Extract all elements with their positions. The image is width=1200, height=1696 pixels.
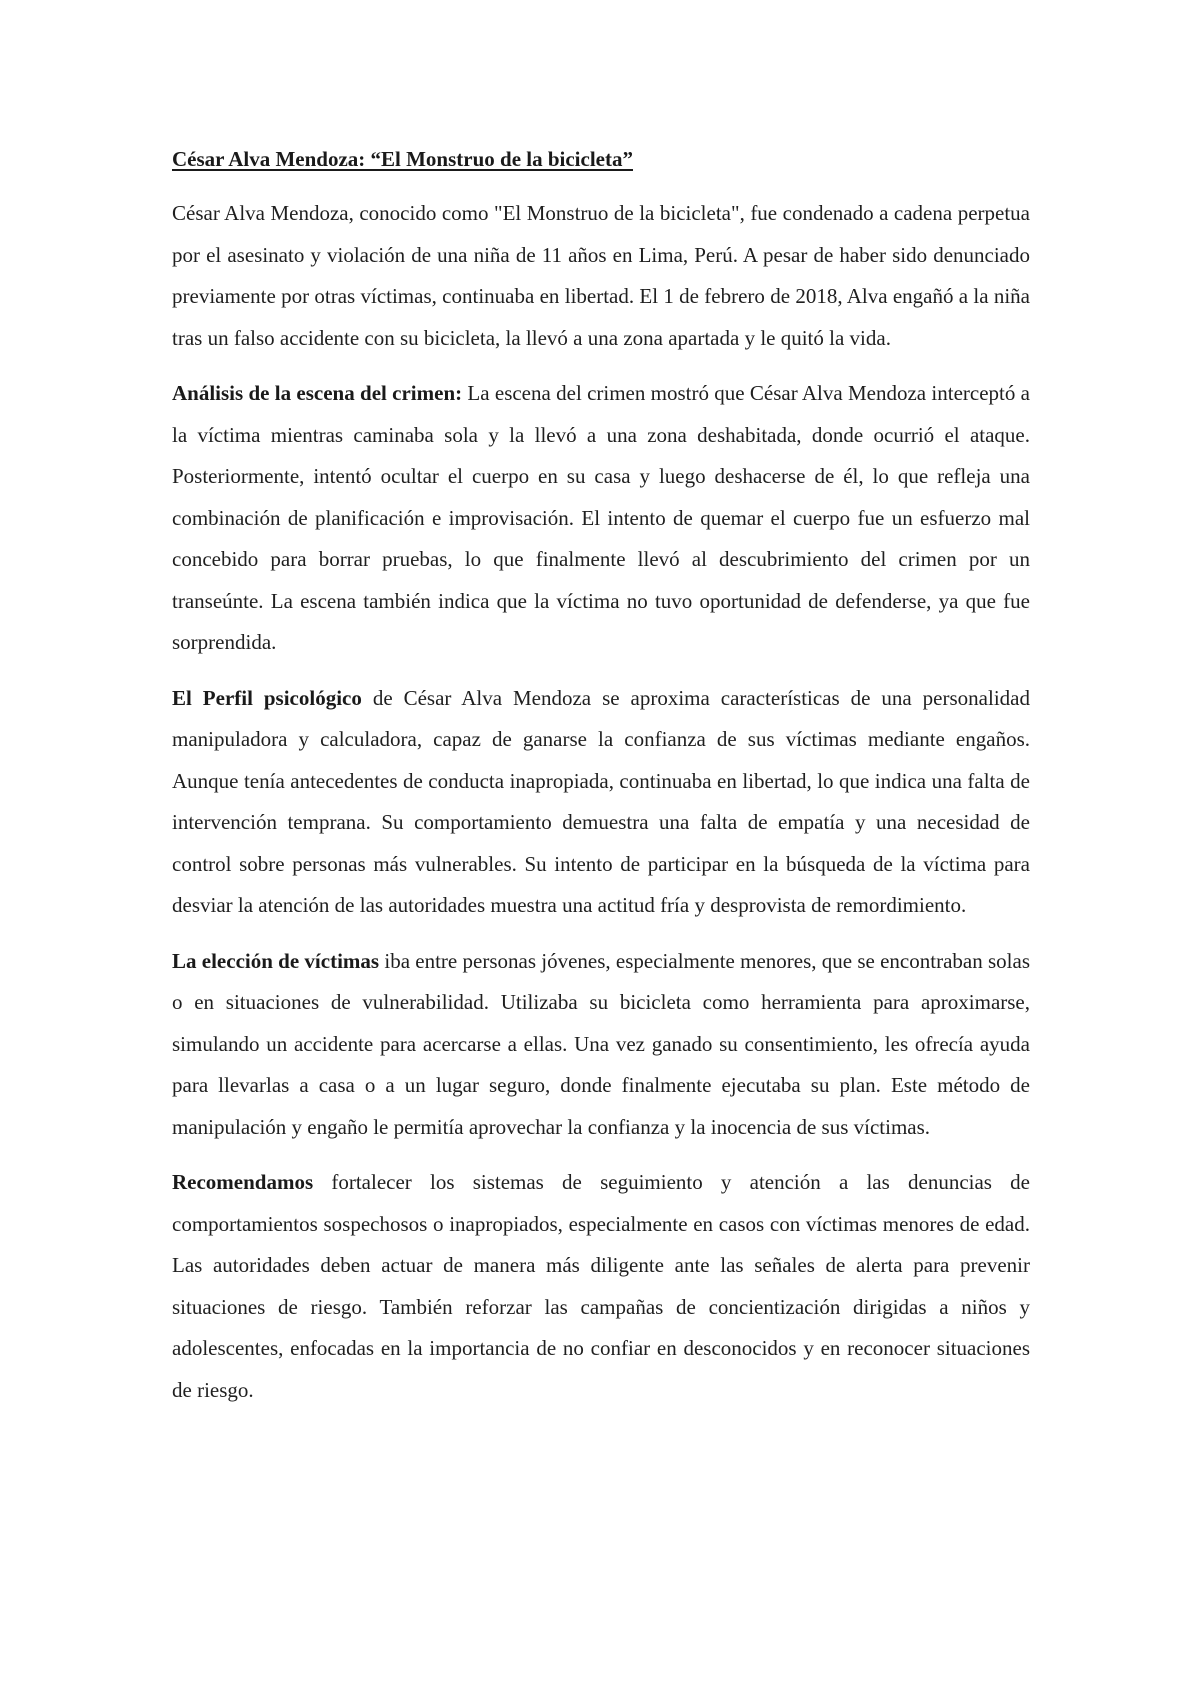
paragraph-victim-selection [172, 941, 1030, 1149]
paragraph-lead: Recomendamos [172, 1170, 314, 1194]
paragraph-intro [172, 193, 1030, 359]
paragraph-recommendations [172, 1162, 1030, 1411]
paragraph-text: La escena del crimen mostró que César Alva Mendoza interceptó a la víctima mientras caminaba sola y la llevó a una zona deshabitada, donde ocurrió el ataque. Posteriormente, intentó ocultar el cuerpo en su casa y luego deshacerse de él, lo que refleja una combinación de planificación e improvisación. El intento de quemar el cuerpo fue un esfuerzo mal concebido para borrar pruebas, lo que finalmente llevó al descubrimiento del crimen por un transeúnte. La escena también indica que la víctima no tuvo oportunidad de defenderse, ya que fue sorprendida. [172, 381, 1030, 654]
paragraph-lead: El Perfil psicológico [172, 685, 362, 710]
paragraph-lead: Análisis de la escena del crimen: [172, 381, 463, 405]
paragraph-text: César Alva Mendoza, conocido como "El Monstruo de la bicicleta", fue condenado a cadena perpetua por el asesinato y violación de una niña de 11 años en Lima, Perú. A pesar de haber sido denunciado previamente por otras víctimas, continuaba en libertad. El 1 de febrero de 2018, Alva engañó a la niña tras un falso accidente con su bicicleta, la llevó a una zona apartada y le quitó la vida. [172, 201, 1030, 350]
paragraph-lead: La elección de víctimas [172, 948, 380, 973]
document-body [172, 143, 1030, 1425]
document-title: César Alva Mendoza: “El Monstruo de la bicicleta” [172, 147, 633, 171]
paragraph-text: de César Alva Mendoza se aproxima características de una personalidad manipuladora y calculadora, capaz de ganarse la confianza de sus víctimas mediante engaños. Aunque tenía antecedentes de conducta inapropiada, continuaba en libertad, lo que indica una falta de intervención temprana. Su comportamiento demuestra una falta de empatía y una necesidad de control sobre personas más vulnerables. Su intento de participar en la búsqueda de la víctima para desviar la atención de las autoridades muestra una actitud fría y desprovista de remordimiento. [172, 685, 1030, 917]
paragraph-psych-profile [172, 678, 1030, 927]
paragraph-text: iba entre personas jóvenes, especialmente menores, que se encontraban solas o en situaciones de vulnerabilidad. Utilizaba su bicicleta como herramienta para aproximarse, simulando un accidente para acercarse a ellas. Una vez ganado su consentimiento, les ofrecía ayuda para llevarlas a casa o a un lugar seguro, donde finalmente ejecutaba su plan. Este método de manipulación y engaño le permitía aprovechar la confianza y la inocencia de sus víctimas. [172, 948, 1030, 1139]
paragraph-crime-scene [172, 373, 1030, 664]
paragraph-text: fortalecer los sistemas de seguimiento y atención a las denuncias de comportamientos sospechosos o inapropiados, especialmente en casos con víctimas menores de edad. Las autoridades deben actuar de manera más diligente ante las señales de alerta para prevenir situaciones de riesgo. También reforzar las campañas de concientización dirigidas a niños y adolescentes, enfocadas en la importancia de no confiar en desconocidos y en reconocer situaciones de riesgo. [172, 1170, 1030, 1402]
